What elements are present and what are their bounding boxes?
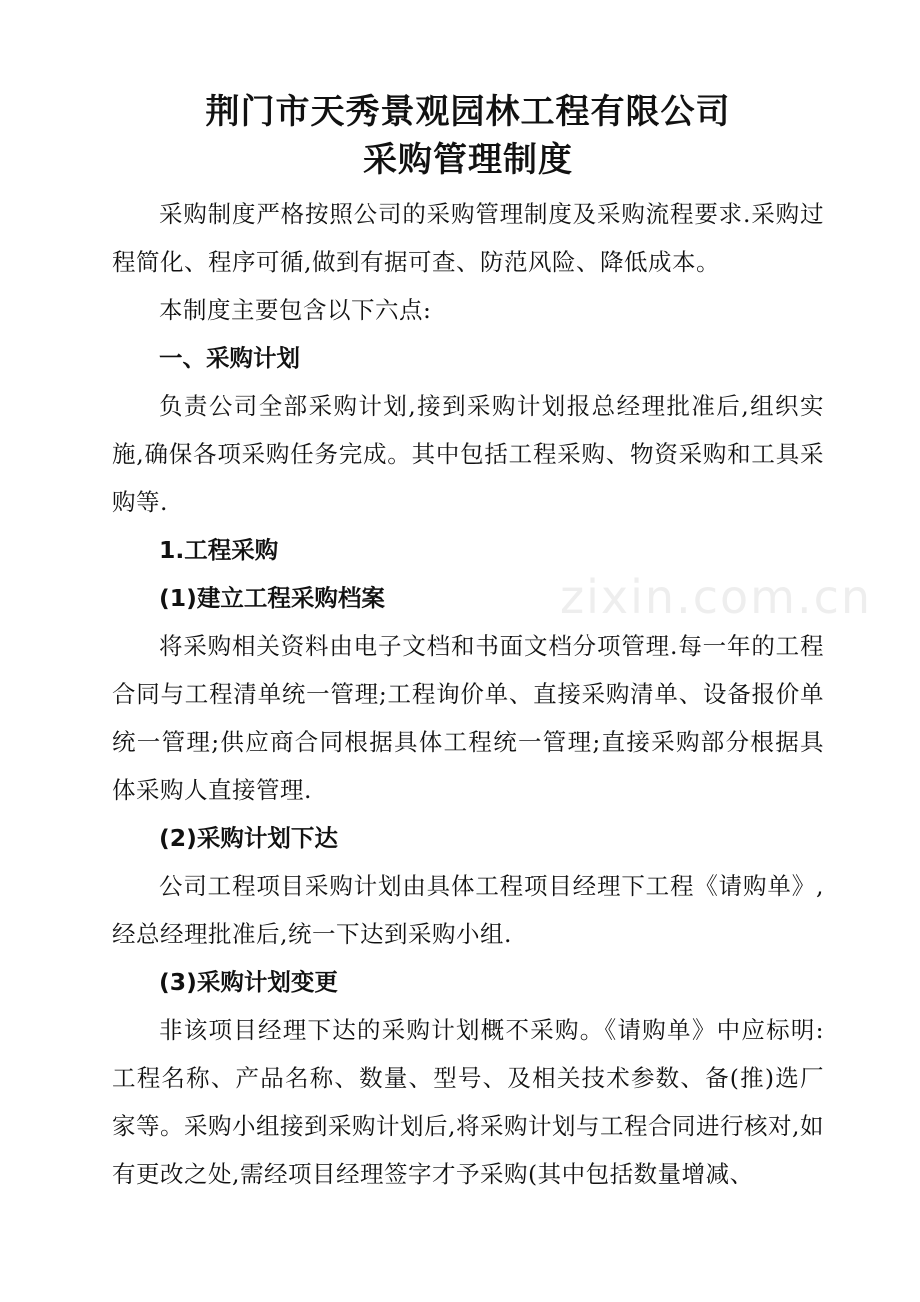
section1-heading: 一、采购计划 [159,344,300,372]
intro-paragraph-2: 本制度主要包含以下六点: [159,296,432,324]
section1-paragraph: 负责公司全部采购计划,接到采购计划报总经理批准后,组织实施,确保各项采购任务完成。其中包括工程采购、物资采购和工具采购等. [112,392,824,516]
item3-paragraph: 非该项目经理下达的采购计划概不采购。《请购单》中应标明:工程名称、产品名称、数量、型号、及相关技术参数、备(推)选厂家等。采购小组接到采购计划后,将采购计划与工程合同进行核对,如有更改之处,需经项目经理签字才予采购(其中包括数量增减、 [112,1016,824,1188]
item2-paragraph: 公司工程项目采购计划由具体工程项目经理下工程《请购单》,经总经理批准后,统一下达到采购小组. [112,872,824,948]
item2-heading: (2)采购计划下达 [159,824,338,852]
watermark: zixin.com.cn [560,570,873,624]
document-title-line2: 采购管理制度 [363,140,573,180]
subsection1-heading: 1.工程采购 [159,536,279,564]
intro-paragraph: 采购制度严格按照公司的采购管理制度及采购流程要求.采购过程简化、程序可循,做到有据可查、防范风险、降低成本。 [112,200,824,276]
document-title-line1: 荆门市天秀景观园林工程有限公司 [205,92,731,132]
item3-heading: (3)采购计划变更 [159,968,338,996]
document-page [112,88,824,1198]
item1-paragraph: 将采购相关资料由电子文档和书面文档分项管理.每一年的工程合同与工程清单统一管理;工程询价单、直接采购清单、设备报价单统一管理;供应商合同根据具体工程统一管理;直接采购部分根据具体采购人直接管理. [112,632,824,804]
item1-heading: (1)建立工程采购档案 [159,584,385,612]
